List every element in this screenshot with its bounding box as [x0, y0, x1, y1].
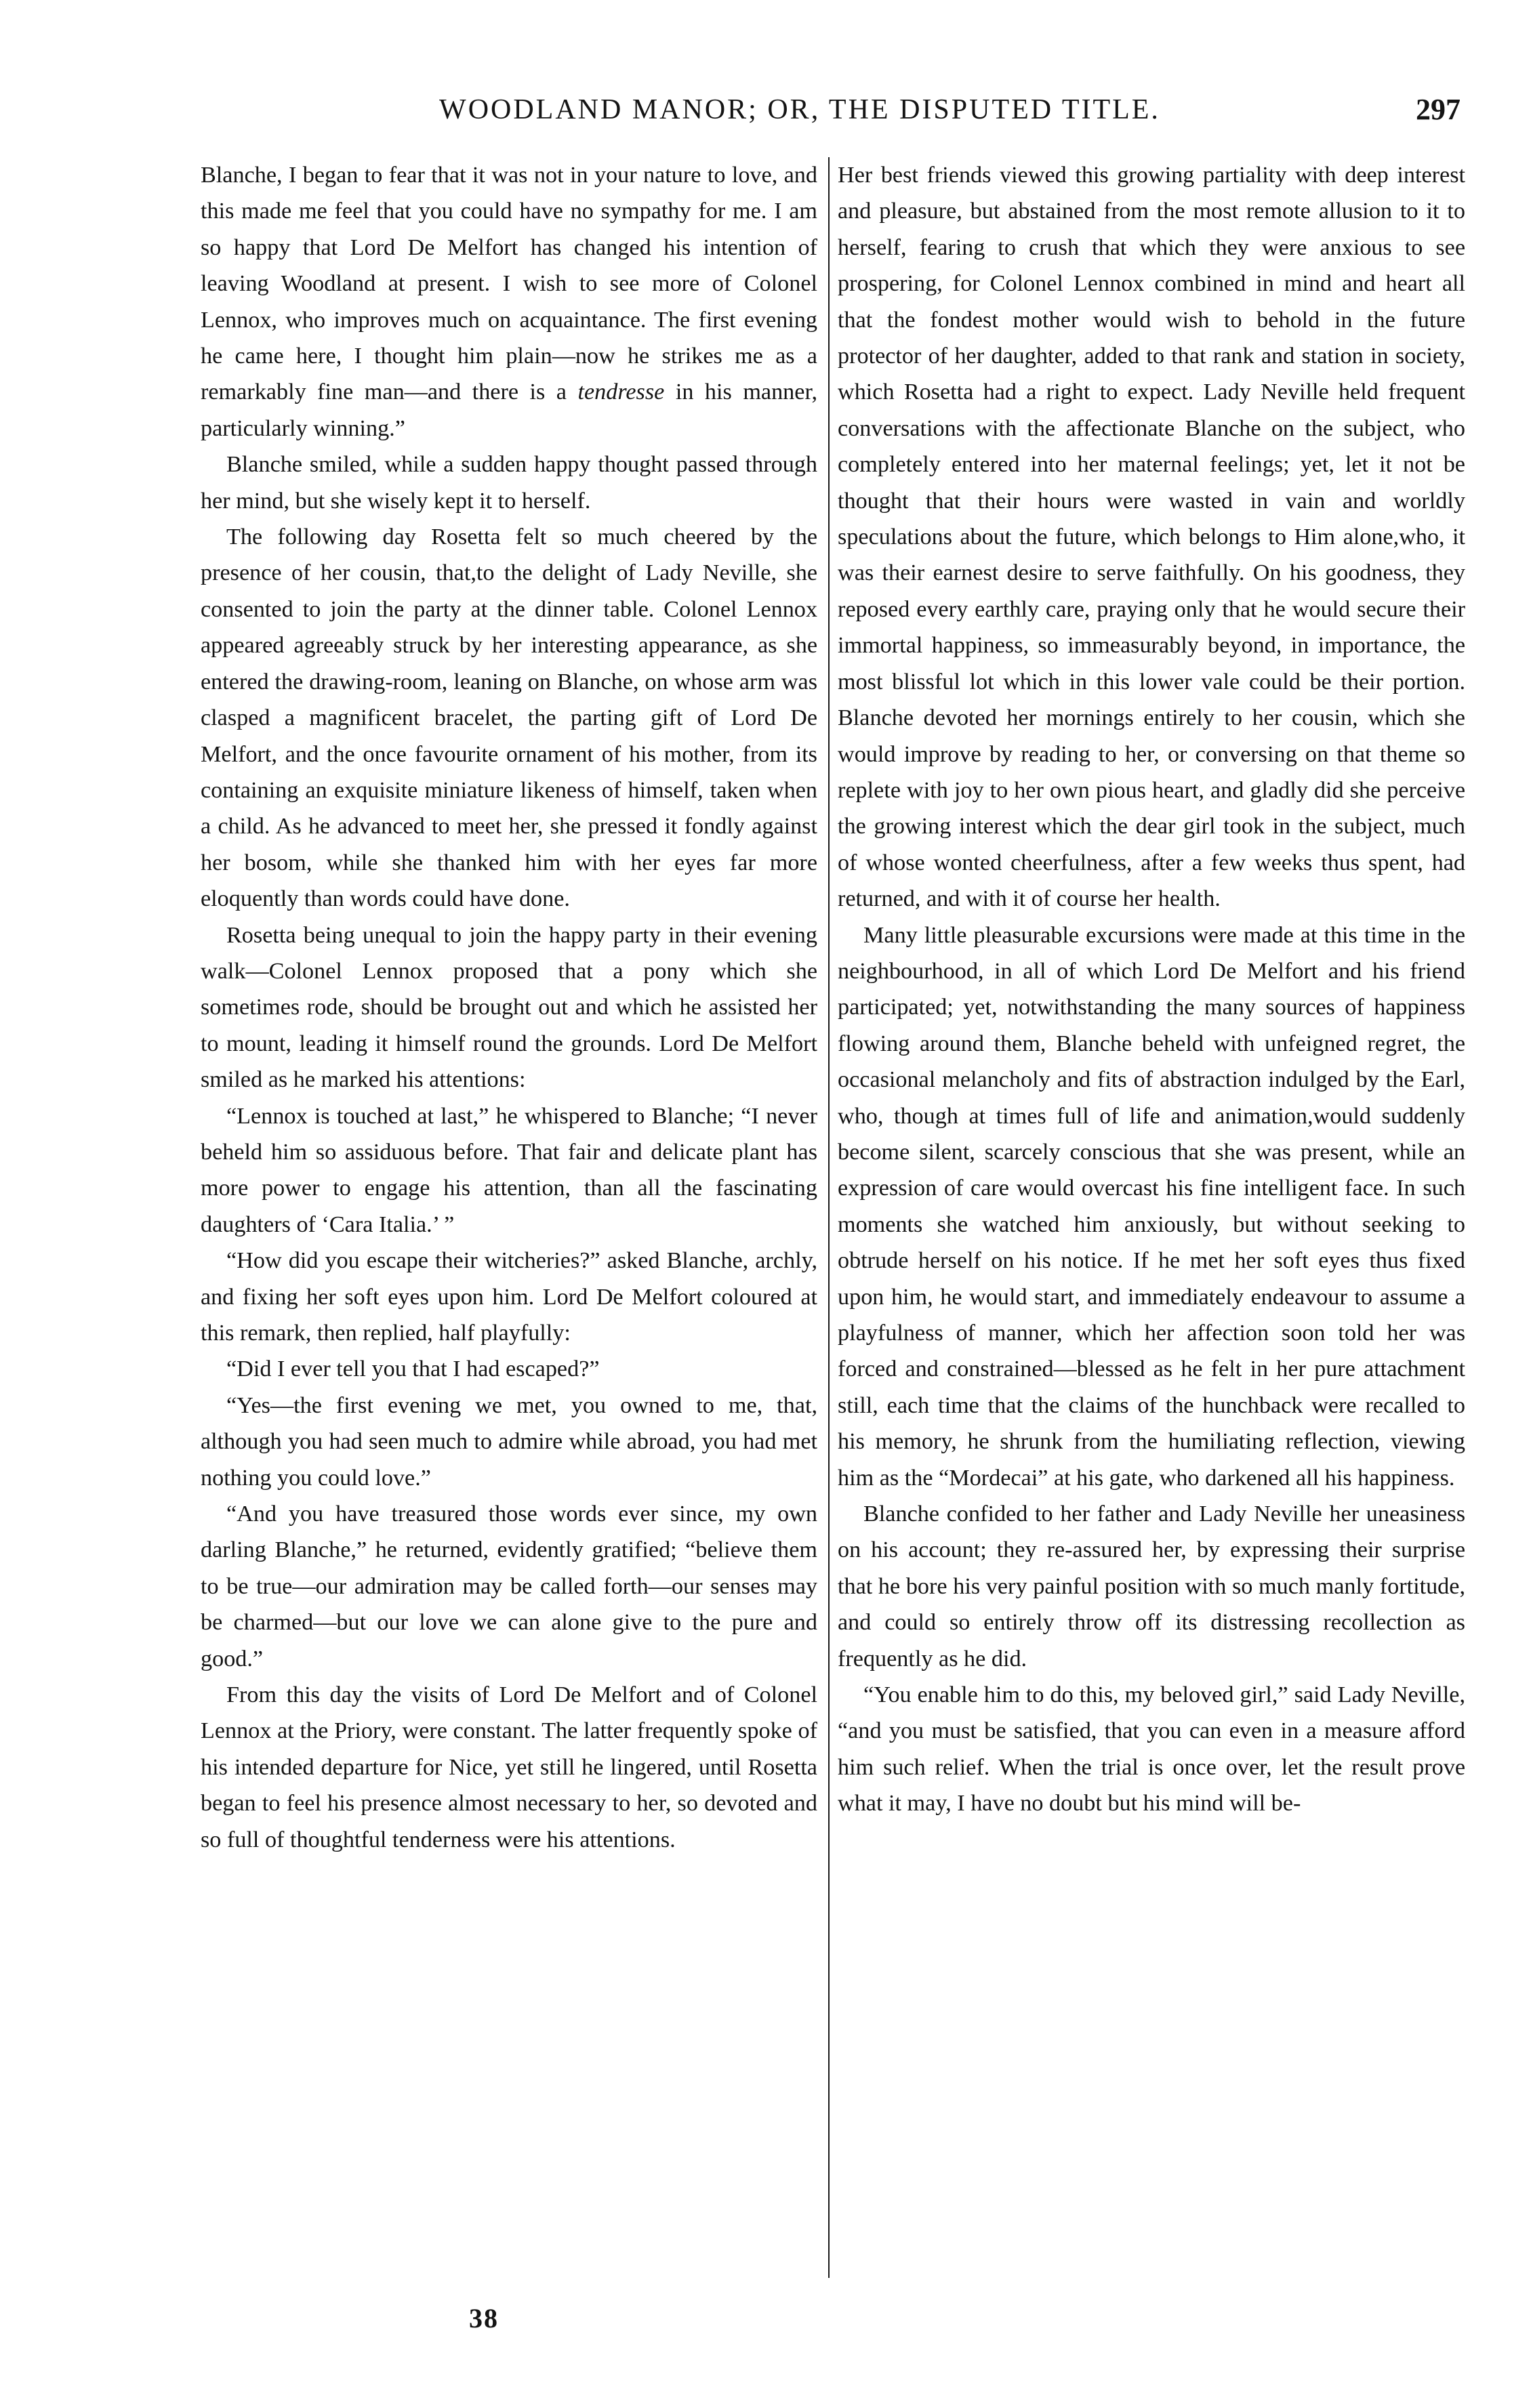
- left-paragraph-1-end: in his manner, particularly winning.”: [201, 379, 818, 441]
- left-paragraph-7: “Did I ever tell you that I had escaped?”: [226, 1356, 600, 1382]
- running-head-title: WOODLAND MANOR; OR, THE DISPUTED TITLE.: [439, 94, 1160, 125]
- page-number: 297: [1416, 93, 1461, 126]
- left-paragraph-10: From this day the visits of Lord De Melfort and of Colonel Lennox at the Priory, were constant. The latter frequently spoke of his intended departure for Nice, yet still he lingered, until Rosetta began to feel his presence almost necessary to her, so devoted and so full of thoughtful tenderness were his attentions.: [201, 1682, 817, 1852]
- right-paragraph-4: “You enable him to do this, my beloved girl,” said Lady Neville, “and you must be satisfied, that you can even in a measure afford him such relief. When the trial is once over, let the result prove what it may, I have no doubt but his mind will be-: [838, 1682, 1465, 1817]
- right-paragraph-1: Her best friends viewed this growing partiality with deep interest and pleasure, but abstained from the most remote allusion to it to herself, fearing to crush that which they were anxious to see prospering, for Colonel Lennox combined in mind and heart all that the fondest mother would wish to behold in the future protector of her daughter, added to that rank and station in society, which Rosetta had a right to expect. Lady Neville held frequent conversations with the affectionate Blanche on the subject, who completely entered into her maternal feelings; yet, let it not be thought that their hours were wasted in vain and worldly speculations about the future, which belongs to Him alone,who, it was their earnest desire to serve faithfully. On his goodness, they reposed every earthly care, praying only that he would secure their immortal happiness, so immeasurably beyond, in importance, the most blissful lot which in this lower vale could be their portion. Blanche devoted her mornings entirely to her cousin, which she would improve by reading to her, or conversing on that theme so replete with joy to her own pious heart, and gladly did she perceive the growing interest which the dear girl took in the subject, much of whose wonted cheerfulness, after a few weeks thus spent, had returned, and with it of course her health.: [838, 163, 1465, 912]
- left-paragraph-5: “Lennox is touched at last,” he whispered to Blanche; “I never beheld him so assiduous before. That fair and delicate plant has more power to engage his attention, than all the fascinating daughters of ‘Cara Italia.’ ”: [201, 1103, 817, 1237]
- right-paragraph-3: Blanche confided to her father and Lady Neville her uneasiness on his account; they re-assured her, by expressing their surprise that he bore his very painful position with so much manly fortitude, and could so entirely throw off its distressing recollection as frequently as he did.: [838, 1501, 1465, 1672]
- left-paragraph-1-text: Blanche, I began to fear that it was not in your nature to love, and this made me feel that you could have no sympathy for me. I am so happy that Lord De Melfort has changed his intention of leaving Woodland at present. I wish to see more of Colonel Lennox, who improves much on acquaintance. The first evening he came here, I thought him plain—now he strikes me as a remarkably fine man—and there is a: [201, 163, 817, 405]
- signature-mark: 38: [469, 2303, 499, 2333]
- left-paragraph-6: “How did you escape their witcheries?” asked Blanche, archly, and fixing her soft eyes upon him. Lord De Melfort coloured at this remark, then replied, half playfully:: [201, 1248, 817, 1346]
- left-paragraph-8: “Yes—the first evening we met, you owned to me, that, although you had seen much to admire while abroad, you had met nothing you could love.”: [201, 1392, 817, 1491]
- left-paragraph-1: [201, 157, 817, 447]
- left-column: [201, 157, 817, 1858]
- left-paragraph-4: Rosetta being unequal to join the happy party in their evening walk—Colonel Lennox proposed that a pony which she sometimes rode, should be brought out and which he assisted her to mount, leading it himself round the grounds. Lord De Melfort smiled as he marked his attentions:: [201, 922, 817, 1093]
- left-paragraph-9: “And you have treasured those words ever since, my own darling Blanche,” he returned, evidently gratified; “believe them to be true—our admiration may be called forth—our senses may be charmed—but our love we can alone give to the pure and good.”: [201, 1501, 817, 1672]
- column-divider: [828, 157, 830, 2278]
- left-paragraph-3: The following day Rosetta felt so much cheered by the presence of her cousin, that,to the delight of Lady Neville, she consented to join the party at the dinner table. Colonel Lennox appeared agreeably struck by her interesting appearance, as she entered the drawing-room, leaning on Blanche, on whose arm was clasped a magnificent bracelet, the parting gift of Lord De Melfort, and the once favourite ornament of his mother, from its containing an exquisite miniature likeness of himself, taken when a child. As he advanced to meet her, she pressed it fondly against her bosom, while she thanked him with her eyes far more eloquently than words could have done.: [201, 524, 817, 912]
- left-paragraph-1-italic: tendresse: [577, 379, 665, 405]
- left-paragraph-2: Blanche smiled, while a sudden happy thought passed through her mind, but she wisely kept it to herself.: [201, 452, 817, 514]
- right-column: [838, 157, 1465, 1822]
- right-paragraph-2: Many little pleasurable excursions were made at this time in the neighbourhood, in all of which Lord De Melfort and his friend participated; yet, notwithstanding the many sources of happiness flowing around them, Blanche beheld with unfeigned regret, the occasional melancholy and fits of abstraction indulged by the Earl, who, though at times full of life and animation,would suddenly become silent, scarcely conscious that she was present, while an expression of care would overcast his fine intelligent face. In such moments she watched him anxiously, but without seeking to obtrude herself on his notice. If he met her soft eyes thus fixed upon him, he would start, and immediately endeavour to assume a playfulness of manner, which her affection soon told her was forced and constrained—blessed as he felt in her pure attachment still, each time that the claims of the hunchback were recalled to his memory, he shrunk from the humiliating reflection, viewing him as the “Mordecai” at his gate, who darkened all his happiness.: [838, 922, 1465, 1491]
